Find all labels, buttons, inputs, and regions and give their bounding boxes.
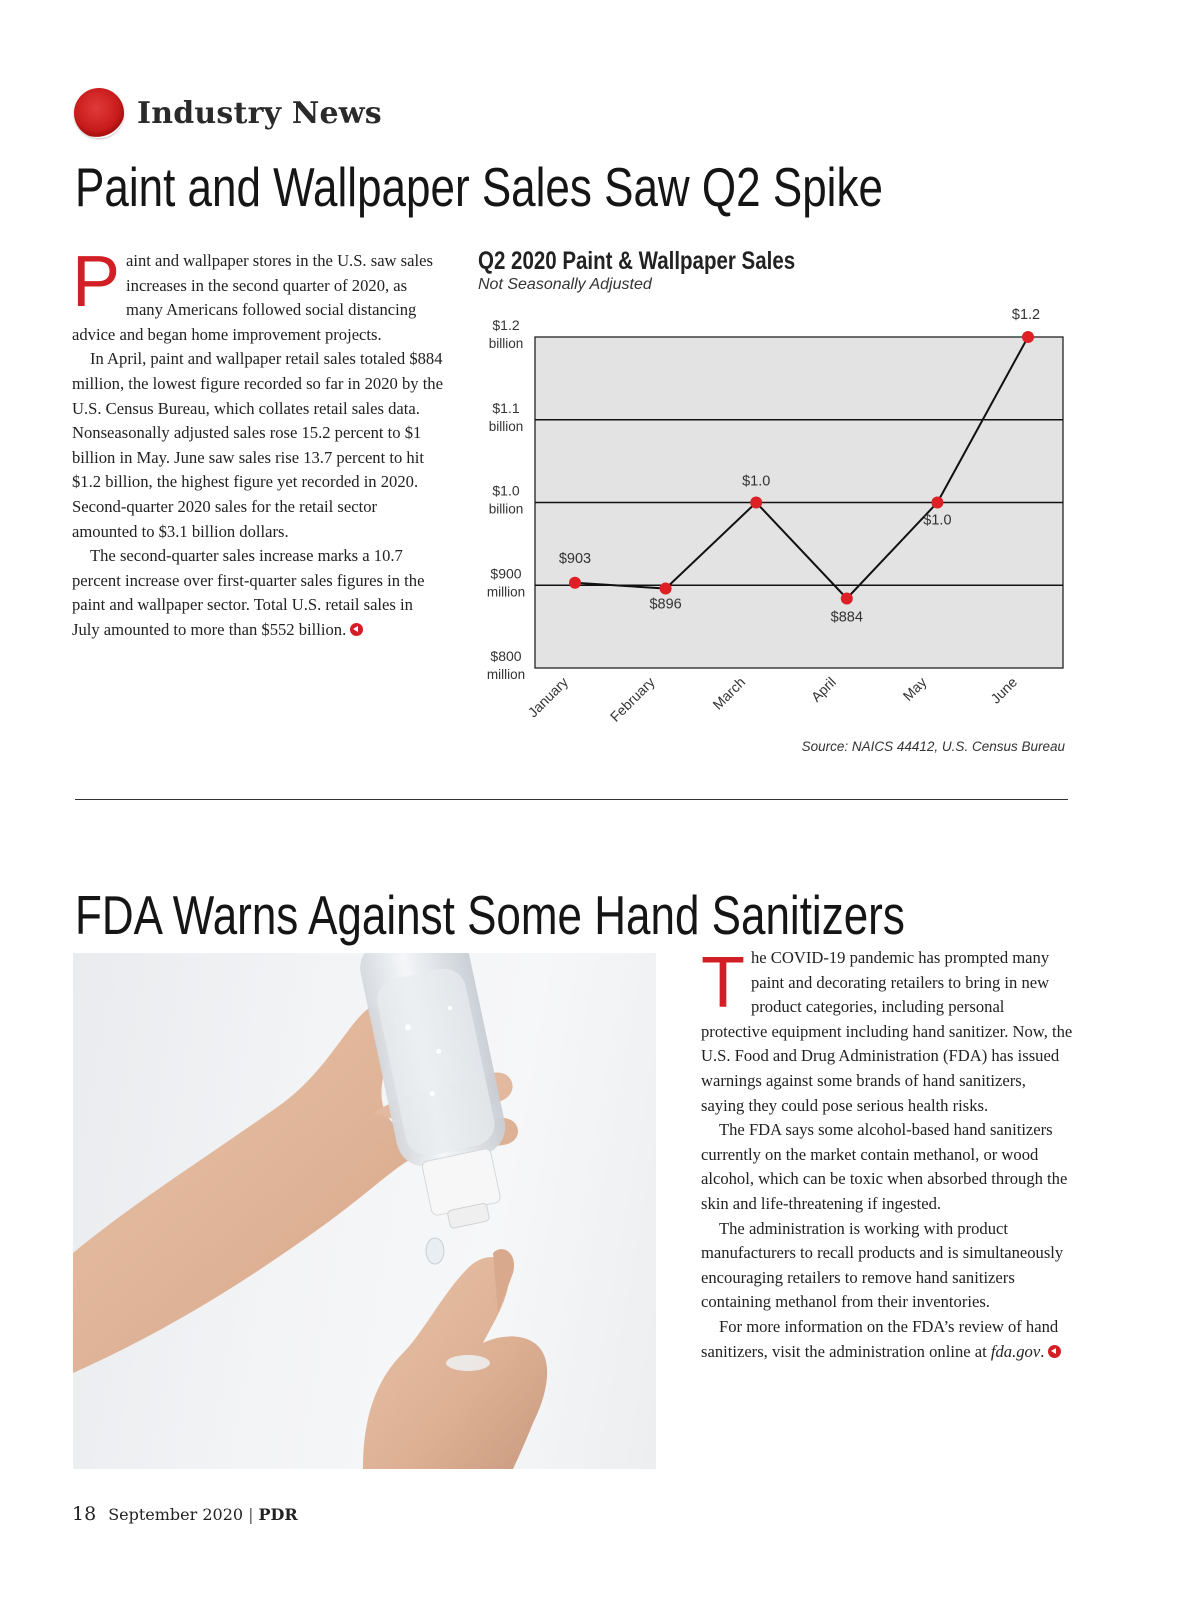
data-point	[841, 592, 853, 604]
article1-headline: Paint and Wallpaper Sales Saw Q2 Spike	[75, 156, 883, 218]
x-tick-label: March	[709, 673, 749, 713]
article2-paragraph: The COVID-19 pandemic has prompted many paint and decorating retailers to bring in new product categories, including personal protective equipment including hand sanitizer. Now, the U.S. Food and Drug Administration (FDA) has issued warnings against some brands of hand sanitizers, saying they could pose serious health risks.	[701, 943, 1073, 1115]
article1-paragraph: In April, paint and wallpaper retail sales totaled $884 million, the lowest figure recorded so far in 2020 by the U.S. Census Bureau, which collates retail sales data. Nonseasonally adjusted sales rose 15.2 percent to $1 billion in May. June saw sales rise 13.7 percent to hit $1.2 billion, the highest figure yet recorded in 2020. Second-quarter 2020 sales for the retail sector amounted to $3.1 billion dollars.	[72, 349, 443, 541]
x-tick-label: June	[987, 673, 1021, 707]
end-mark-icon	[1048, 1345, 1061, 1358]
data-label: $1.0	[742, 473, 771, 490]
hand-sanitizer-photo	[73, 953, 656, 1469]
dropcap: T	[701, 943, 745, 1023]
y-tick-label: $1.2	[492, 317, 520, 333]
hands-sanitizer-illustration	[73, 953, 656, 1469]
article2-headline: FDA Warns Against Some Hand Sanitizers	[75, 884, 905, 946]
y-tick-unit: billion	[488, 418, 524, 434]
y-tick-label: $1.1	[492, 399, 520, 416]
article1-paragraph: Paint and wallpaper stores in the U.S. saw sales increases in the second quarter of 2020, as many Americans followed social distancing advice and began home improvement projects.	[72, 242, 433, 344]
chart-source: Source: NAICS 44412, U.S. Census Bureau	[801, 739, 1065, 754]
publication-name: PDR	[258, 1505, 298, 1524]
data-label: $884	[830, 609, 863, 626]
x-tick-label: January	[524, 673, 572, 721]
data-point	[750, 497, 762, 509]
dropcap: P	[72, 242, 121, 322]
data-point	[931, 497, 943, 509]
data-point	[660, 583, 672, 595]
data-label: $1.0	[923, 512, 952, 529]
x-tick-label: April	[807, 673, 839, 705]
footer-separator: |	[248, 1505, 254, 1524]
end-mark-icon	[350, 623, 363, 636]
chart-subtitle: Not Seasonally Adjusted	[478, 276, 652, 293]
page-footer	[72, 1503, 298, 1525]
fda-link[interactable]: fda.gov	[990, 1341, 1041, 1361]
data-label: $896	[649, 596, 682, 613]
x-tick-label: May	[899, 673, 930, 704]
section-icon	[74, 88, 124, 138]
article2-paragraph: The administration is working with product manufacturers to recall products and is simultaneously encouraging retailers to remove hand sanitizers containing methanol from their inventories.	[701, 1218, 1064, 1312]
y-tick-unit: billion	[488, 336, 524, 351]
x-tick-label: February	[606, 673, 658, 725]
y-tick-unit: million	[486, 584, 526, 600]
article1-paragraph: The second-quarter sales increase marks a 10.7 percent increase over first-quarter sales figures in the paint and wallpaper sector. Total U.S. retail sales in July amounted to more than $552 billion.	[72, 546, 425, 639]
data-label: $903	[558, 550, 592, 567]
data-point	[1022, 331, 1034, 343]
article1-body	[72, 242, 444, 643]
y-tick-unit: billion	[488, 501, 524, 517]
page-number: 18	[72, 1503, 97, 1525]
data-label: $1.2	[1011, 307, 1041, 323]
article2-paragraph: For more information on the FDA’s review of hand sanitizers, visit the administration online at fda.gov.	[701, 1315, 1073, 1364]
section-divider	[75, 799, 1068, 800]
section-label: Industry News	[137, 96, 382, 131]
y-tick-label: $1.0	[492, 482, 520, 499]
issue-date: September 2020	[108, 1505, 244, 1524]
y-tick-unit: million	[486, 667, 526, 682]
y-tick-label: $800	[490, 648, 522, 664]
sales-line-chart	[470, 300, 1080, 740]
article2-paragraph: The FDA says some alcohol-based hand sanitizers currently on the market contain methanol, or wood alcohol, which can be toxic when absorbed through the skin and life-threatening if ingested.	[701, 1120, 1068, 1213]
data-point	[569, 577, 581, 589]
article2-body	[701, 943, 1073, 1364]
y-tick-label: $900	[490, 565, 522, 582]
chart-title: Q2 2020 Paint & Wallpaper Sales	[478, 247, 796, 275]
